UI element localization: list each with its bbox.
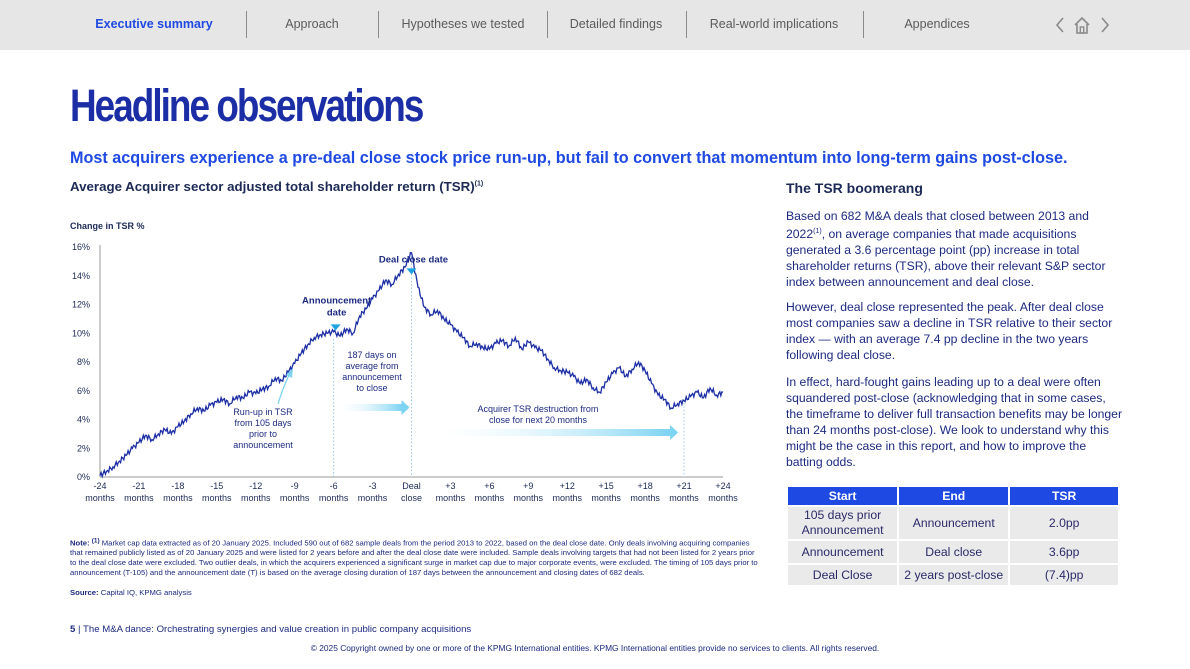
tab-approach[interactable]: Approach — [285, 17, 339, 31]
y-tick-label: 14% — [71, 270, 90, 281]
paragraph-1-text-a: Based on 682 M&A deals that closed between 2013 and 2022 — [786, 209, 1089, 242]
chart-source — [70, 588, 192, 597]
nav-divider — [378, 11, 379, 38]
sidebar-paragraph-1 — [786, 208, 1126, 290]
sidebar-paragraph-3: In effect, hard-fought gains leading up to a deal were often squandered post-close (acknowledging that in some cases, the timeframe to deliver full transaction benefits may be longer than 24 months post-close). We look to understand why this might be the case in this report, and how to improve the batting odds. — [786, 375, 1123, 469]
y-tick-label: 10% — [71, 328, 90, 339]
x-tick-label: -9 — [290, 481, 299, 491]
duration-annotation-text: 187 days on — [347, 350, 397, 360]
x-tick-label: months — [279, 493, 310, 503]
x-tick-label: +18 — [637, 481, 653, 491]
x-tick-label: months — [124, 493, 154, 503]
source-label: Source: — [70, 588, 99, 597]
y-tick-label: 4% — [76, 414, 90, 425]
source-text: Capital IQ, KPMG analysis — [100, 588, 192, 597]
nav-divider — [863, 11, 864, 38]
table-cell-start: Deal Close — [788, 563, 897, 585]
runup-annotation-text: Run-up in TSR — [233, 407, 293, 417]
note-footnote-ref: (1) — [91, 537, 100, 544]
chart-note — [70, 536, 760, 578]
nav-divider — [686, 11, 687, 38]
table-cell-end: Deal close — [899, 539, 1008, 563]
x-tick-label: +6 — [484, 481, 495, 491]
x-tick-label: +12 — [559, 481, 575, 491]
sidebar-title: The TSR boomerang — [786, 180, 923, 196]
x-tick-label: months — [708, 493, 738, 503]
deal-close-label: Deal close date — [378, 254, 449, 266]
page-title: Headline observations — [70, 80, 423, 131]
page-footer: 5 | The M&A dance: Orchestrating synergies and value creation in public company acquisitions — [70, 624, 472, 635]
footer-report-title: The M&A dance: Orchestrating synergies and value creation in public company acquisitions — [83, 624, 472, 635]
chevron-left-icon[interactable] — [1050, 15, 1070, 35]
tab-detailed-findings[interactable]: Detailed findings — [569, 17, 663, 31]
tsr-chart — [60, 205, 750, 520]
chart-heading — [70, 179, 483, 194]
page-number: 5 — [70, 624, 76, 635]
x-tick-label: -21 — [132, 481, 146, 491]
paragraph-1-text-b: , on average companies that made acquisitions generated a 3.6 percentage point (pp) increase in total shareholder returns (TSR), above their relevant S&P sector index between announcement and deal close. — [786, 227, 1106, 290]
duration-annotation-text: announcement — [342, 372, 402, 382]
x-tick-label: months — [474, 493, 505, 503]
note-label: Note: — [70, 538, 90, 548]
table-row — [788, 539, 1118, 563]
home-icon[interactable] — [1072, 15, 1092, 35]
table-cell-start: Announcement — [788, 539, 897, 563]
duration-annotation-text: average from — [345, 361, 399, 371]
table-cell-tsr: (7.4)pp — [1010, 563, 1118, 585]
runup-annotation-text: announcement — [233, 440, 293, 450]
chevron-right-icon[interactable] — [1095, 15, 1115, 35]
x-tick-label: +3 — [445, 481, 456, 491]
tsr-summary-table — [786, 487, 1120, 585]
nav-divider — [547, 11, 548, 38]
table-cell-end: 2 years post-close — [899, 563, 1008, 585]
sidebar-paragraph-2: However, deal close represented the peak. After deal close most companies saw a decline in TSR relative to their sector index — with an average 7.4 pp decline in the two years following deal close. — [786, 300, 1113, 362]
page-subtitle: Most acquirers experience a pre-deal close stock price run-up, but fail to convert that momentum into long-term gains post-close. — [70, 149, 1068, 167]
table-cell-start: 105 days prior Announcement — [788, 505, 897, 539]
table-row — [788, 505, 1118, 539]
nav-divider — [246, 11, 247, 38]
table-header-end: End — [899, 487, 1008, 505]
x-tick-label: months — [163, 493, 193, 503]
x-tick-label: months — [513, 493, 544, 503]
x-tick-label: months — [357, 493, 388, 503]
x-tick-label: -6 — [329, 481, 338, 491]
x-tick-label: +15 — [598, 481, 614, 491]
x-tick-label: months — [669, 493, 699, 503]
x-tick-label: -12 — [249, 481, 263, 491]
y-tick-label: 8% — [76, 357, 90, 367]
announcement-label: date — [326, 307, 347, 319]
x-tick-label: -18 — [171, 481, 185, 491]
y-tick-label: 6% — [76, 385, 90, 396]
note-text: Market cap data extracted as of 20 January 2025. Included 590 out of 682 sample deals from the period 2013 to 2022, based on the deal close date. Only deals involving acquiring companies that remained publicly listed as of 20 January 2025 and were listed for 2 years before and after the deal close date were included. Sample deals involving targets that had not been listed for 2 years prior to the deal close date were excluded. Two outlier deals, in which the acquirers experienced a significant surge in market cap due to major corporate events, were excluded. The timing of 105 days prior to announcement (T-105) and the announcement date (T) is based on the average closing duration of 187 days between the announcement and closing dates of 682 deals. — [70, 538, 758, 577]
x-tick-label: months — [202, 493, 232, 503]
x-tick-label: +24 — [715, 481, 731, 491]
x-tick-label: Deal — [402, 481, 421, 491]
top-navigation — [0, 0, 1190, 50]
y-tick-label: 12% — [71, 299, 90, 310]
destruction-arrow-body — [422, 429, 671, 436]
duration-annotation-text: to close — [356, 383, 388, 393]
tab-appendices[interactable]: Appendices — [904, 17, 970, 31]
x-tick-label: +9 — [523, 481, 534, 491]
x-tick-label: months — [318, 493, 349, 503]
duration-arrowhead — [402, 400, 410, 415]
tab-hypotheses-we-tested[interactable]: Hypotheses we tested — [401, 17, 525, 31]
x-tick-label: months — [240, 493, 271, 503]
table-header-tsr: TSR — [1010, 487, 1118, 505]
x-tick-label: close — [400, 493, 423, 503]
y-tick-label: 0% — [76, 472, 90, 482]
destruction-arrowhead — [670, 425, 678, 440]
x-tick-label: months — [630, 493, 660, 503]
x-tick-label: months — [552, 493, 583, 503]
runup-annotation-text: from 105 days — [234, 418, 292, 428]
runup-annotation-text: prior to — [248, 429, 278, 439]
y-tick-label: 2% — [76, 443, 90, 454]
x-tick-label: months — [591, 493, 621, 503]
copyright-notice: © 2025 Copyright owned by one or more of the KPMG International entities. KPMG International entities provide no services to clients. All rights reserved. — [310, 643, 880, 653]
x-tick-label: -24 — [93, 481, 107, 491]
y-tick-label: 16% — [71, 242, 90, 252]
table-row — [788, 563, 1118, 585]
table-cell-tsr: 2.0pp — [1010, 505, 1118, 539]
table-cell-tsr: 3.6pp — [1010, 539, 1118, 563]
y-axis-title: Change in TSR % — [70, 221, 145, 231]
destruction-annotation-text: close for next 20 months — [488, 415, 588, 425]
x-tick-label: +21 — [676, 481, 692, 491]
table-cell-end: Announcement — [899, 505, 1008, 539]
tsr-line-chart — [60, 205, 750, 520]
duration-arrow-body — [336, 404, 402, 411]
chart-heading-text: Average Acquirer sector adjusted total shareholder return (TSR) — [70, 179, 475, 194]
paragraph-1-footnote-ref: (1) — [813, 228, 822, 235]
tab-real-world-implications[interactable]: Real-world implications — [709, 17, 839, 31]
x-tick-label: months — [435, 493, 466, 503]
announcement-label: Announcement — [302, 295, 372, 307]
x-tick-label: -3 — [368, 481, 377, 491]
destruction-annotation-text: Acquirer TSR destruction from — [477, 404, 599, 414]
tab-executive-summary[interactable]: Executive summary — [95, 17, 213, 31]
x-tick-label: months — [85, 493, 115, 503]
table-header-start: Start — [788, 487, 897, 505]
x-tick-label: -15 — [210, 481, 224, 491]
chart-heading-footnote-ref: (1) — [474, 180, 484, 188]
table-header-row — [788, 487, 1118, 505]
